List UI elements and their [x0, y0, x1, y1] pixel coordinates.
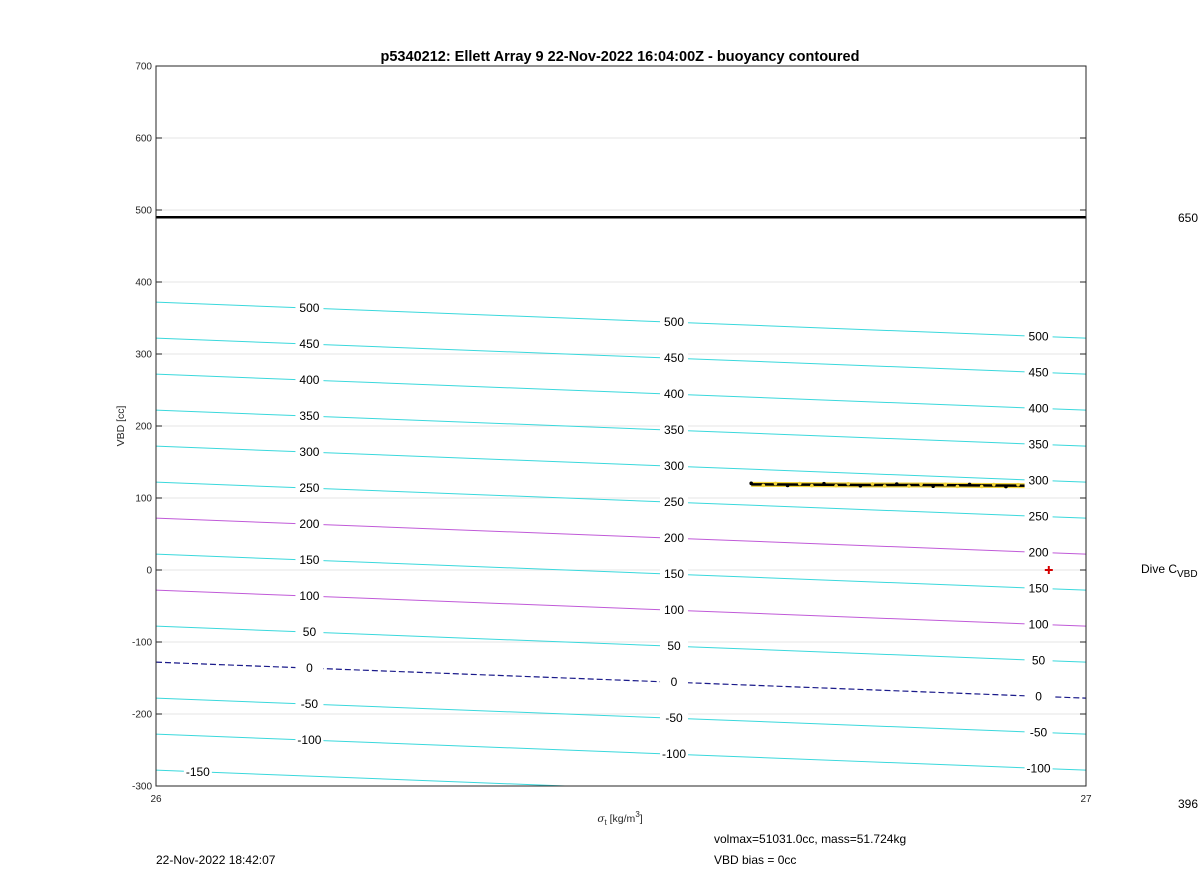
y-tick-label: -300 [131, 781, 152, 793]
dive-track-point [810, 484, 814, 488]
contour-label: 150 [1028, 581, 1049, 596]
right-bottom-label: 396 [1178, 797, 1199, 811]
dive-track-point [774, 482, 778, 486]
y-tick-label: 700 [135, 61, 152, 73]
contour-label: 150 [663, 567, 685, 582]
y-tick-label: 400 [135, 277, 152, 289]
contour-label: 200 [1028, 545, 1049, 560]
contour-label: 450 [299, 337, 320, 352]
contour-label: 300 [299, 445, 320, 460]
contour-label: 350 [299, 409, 320, 424]
contour-label: 350 [663, 423, 685, 438]
dive-track-point [1016, 483, 1020, 487]
contour-label: 50 [302, 625, 317, 640]
contour-label: 150 [299, 553, 320, 568]
dive-track-point [798, 482, 802, 486]
contour-label: 100 [299, 589, 320, 604]
dive-track-point [956, 485, 960, 489]
dive-track-point [883, 484, 887, 488]
dive-track-point [786, 484, 790, 488]
volmax-annotation: volmax=51031.0cc, mass=51.724kg [714, 832, 907, 846]
y-tick-label: 0 [146, 565, 152, 577]
contour-label: -150 [185, 764, 210, 779]
y-tick-label: 100 [135, 493, 152, 505]
dive-track-point [871, 482, 875, 486]
dive-c-vbd-label: Dive $C_{VBD}$ [1141, 562, 1198, 580]
contour-label: 250 [299, 481, 320, 496]
dive-track-point [907, 484, 911, 488]
contour-label: -50 [1029, 725, 1048, 740]
contour-label: 500 [663, 315, 685, 330]
contour-label: 450 [1028, 365, 1049, 380]
timestamp-annotation: 22-Nov-2022 18:42:07 [156, 853, 276, 867]
x-tick-label: 26 [150, 794, 162, 805]
contour-label: 400 [663, 387, 685, 402]
x-tick-label: 27 [1080, 794, 1092, 805]
dive-track-point [992, 483, 996, 487]
dive-track-point [931, 484, 935, 488]
y-tick-label: 200 [135, 421, 152, 433]
dive-track-point [968, 483, 972, 487]
right-top-label: 650 [1178, 211, 1199, 225]
contour-label: 250 [663, 495, 685, 510]
dive-track-point [1004, 485, 1008, 489]
y-axis-label: VBD [cc] [115, 405, 127, 447]
y-tick-label: 300 [135, 349, 152, 361]
x-axis-label: $\sigma_t$ $[kg/m^3]$ [597, 810, 643, 827]
vbd-bias-annotation: VBD bias = 0cc [714, 853, 797, 867]
contour-label: 300 [1028, 473, 1049, 488]
dive-track-point [846, 482, 850, 486]
contour-label: 250 [1028, 509, 1049, 524]
y-tick-label: -100 [131, 637, 152, 649]
contour-label: -100 [661, 747, 687, 762]
contour-label: 50 [667, 639, 681, 654]
contour-label: 100 [663, 603, 685, 618]
contour-label: -50 [665, 711, 683, 726]
dive-track-point [919, 482, 923, 486]
contour-label: 200 [663, 531, 685, 546]
contour-label: 50 [1031, 653, 1046, 668]
contour-label: 450 [663, 351, 685, 366]
dive-track-point [822, 482, 826, 486]
y-tick-label: -200 [131, 709, 152, 721]
contour-label: 0 [306, 661, 313, 676]
contour-label: 350 [1028, 437, 1049, 452]
contour-label: 500 [299, 301, 320, 316]
contour-label: -100 [1026, 761, 1051, 776]
contour-label: 400 [1028, 401, 1049, 416]
y-tick-label: 500 [135, 205, 152, 217]
contour-label: 400 [299, 373, 320, 388]
dive-track-point [943, 483, 947, 487]
dive-track-point [859, 484, 863, 488]
chart-title: p5340212: Ellett Array 9 22-Nov-2022 16:04:00Z - buoyancy contoured [380, 49, 860, 65]
contour-label: 0 [670, 675, 678, 690]
contour-label: -100 [297, 733, 322, 748]
dive-track-line [751, 484, 1030, 485]
contour-label: 300 [663, 459, 685, 474]
dive-track-point [749, 482, 753, 486]
contour-label: 200 [299, 517, 320, 532]
dive-track-point [762, 484, 766, 488]
contour-label: 100 [1028, 617, 1049, 632]
contour-label: 500 [1028, 329, 1049, 344]
dive-track-point [980, 485, 984, 489]
dive-track-point [895, 482, 899, 486]
contour-label: -50 [300, 697, 319, 712]
contour-label: 0 [1035, 689, 1042, 704]
y-tick-label: 600 [135, 133, 152, 145]
dive-track-point [834, 484, 838, 488]
